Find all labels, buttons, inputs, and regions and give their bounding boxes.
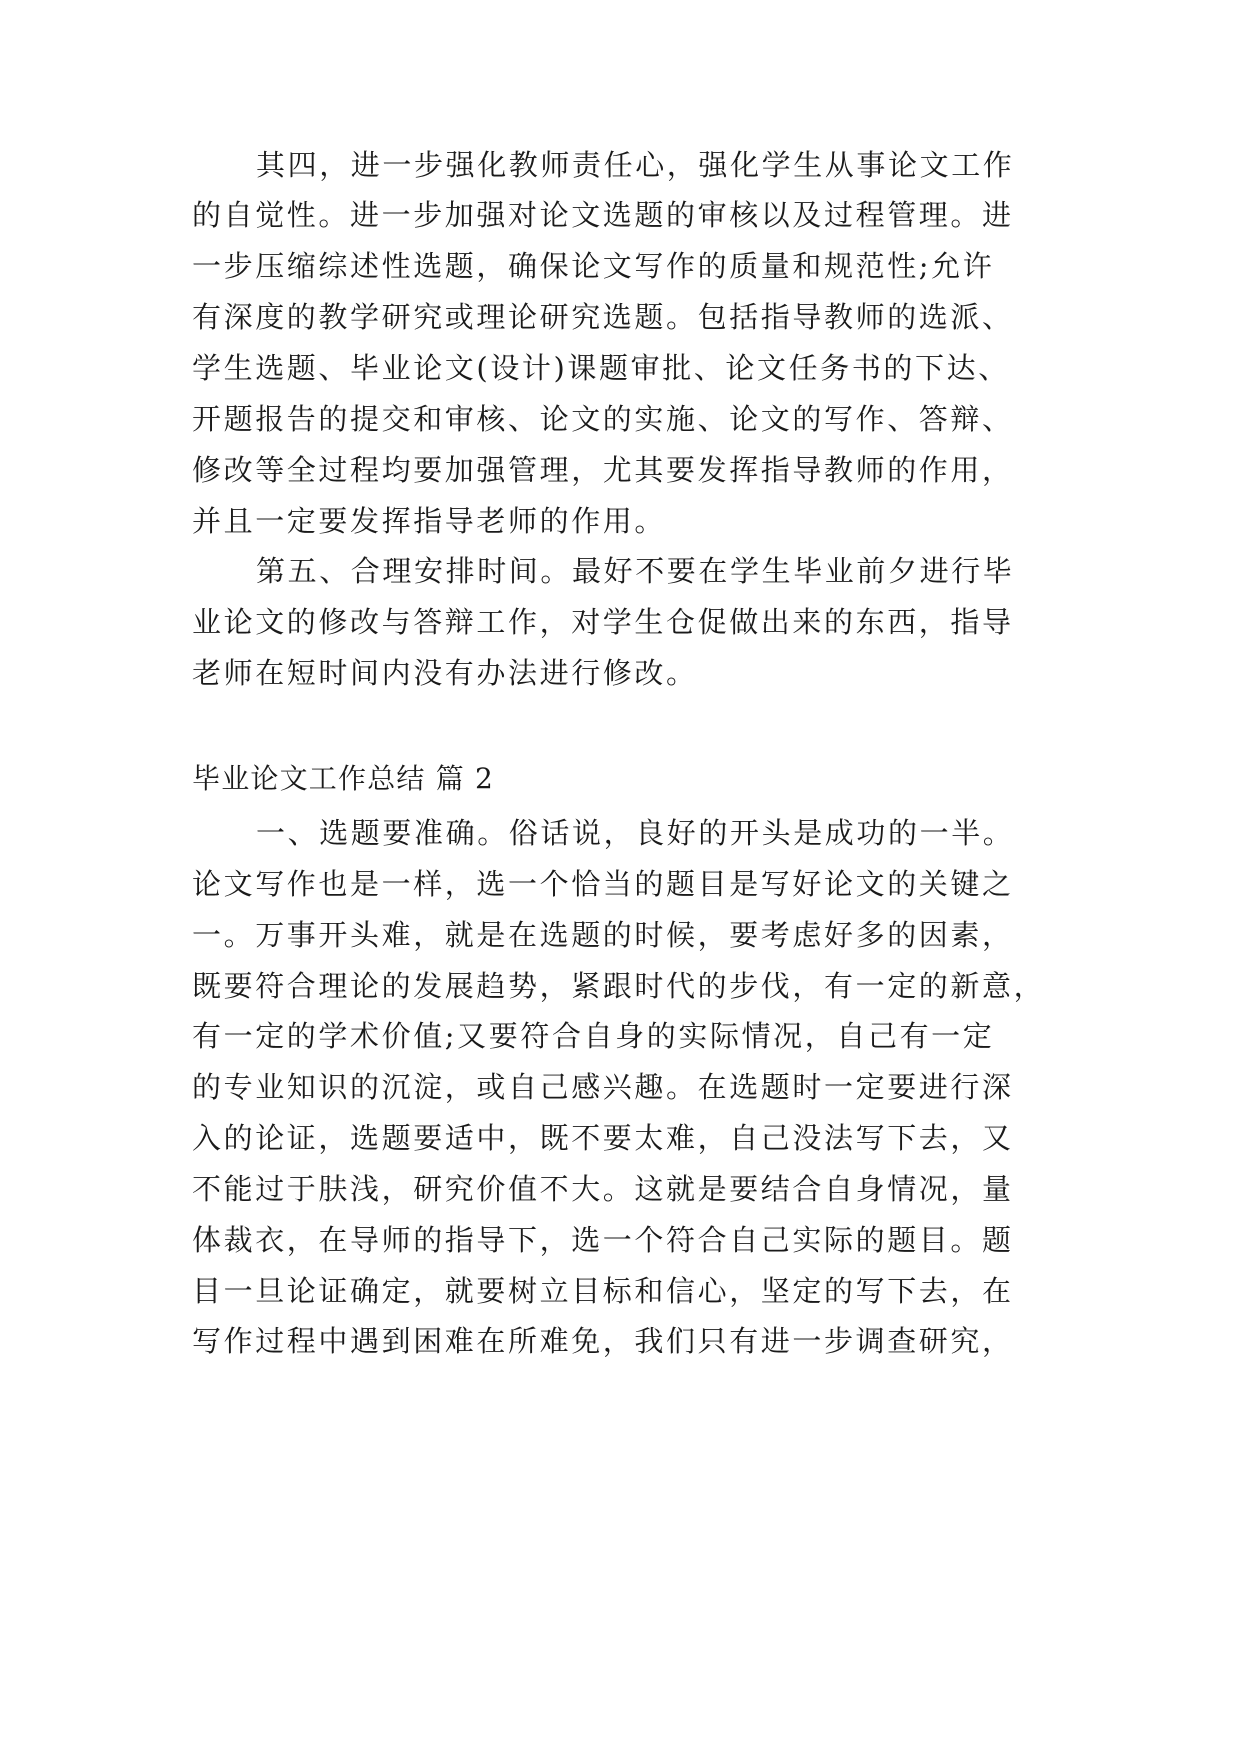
text-line: 一、选题要准确。俗话说，良好的开头是成功的一半。 [256,816,1015,850]
text-line: 的专业知识的沉淀，或自己感兴趣。在选题时一定要进行深 [192,1070,1014,1104]
text-line: 老师在短时间内没有办法进行修改。 [192,656,698,690]
text-line: 有深度的教学研究或理论研究选题。包括指导教师的选派、 [192,300,1014,334]
text-line: 业论文的修改与答辩工作，对学生仓促做出来的东西，指导 [192,605,1014,639]
text-line: 其四，进一步强化教师责任心，强化学生从事论文工作 [256,148,1015,182]
text-line: 有一定的学术价值;又要符合自身的实际情况，自己有一定 [192,1019,995,1053]
text-line: 的自觉性。进一步加强对论文选题的审核以及过程管理。进 [192,198,1014,232]
text-line: 既要符合理论的发展趋势，紧跟时代的步伐，有一定的新意， [192,969,1046,1003]
text-line: 入的论证，选题要适中，既不要太难，自己没法写下去，又 [192,1121,1014,1155]
text-line: 学生选题、毕业论文(设计)课题审批、论文任务书的下达、 [192,351,1010,385]
text-line: 并且一定要发挥指导老师的作用。 [192,504,667,538]
text-line: 第五、合理安排时间。最好不要在学生毕业前夕进行毕 [256,554,1015,588]
text-line: 目一旦论证确定，就要树立目标和信心，坚定的写下去，在 [192,1274,1014,1308]
text-line: 写作过程中遇到困难在所难免，我们只有进一步调查研究， [192,1324,1014,1358]
text-line: 体裁衣，在导师的指导下，选一个符合自己实际的题目。题 [192,1223,1014,1257]
text-line: 开题报告的提交和审核、论文的实施、论文的写作、答辩、 [192,402,1014,436]
text-line: 一。万事开头难，就是在选题的时候，要考虑好多的因素， [192,918,1014,952]
text-line: 论文写作也是一样，选一个恰当的题目是写好论文的关键之 [192,867,1014,901]
section-heading: 毕业论文工作总结 篇 2 [192,762,495,795]
text-line: 一步压缩综述性选题，确保论文写作的质量和规范性;允许 [192,249,995,283]
text-line: 不能过于肤浅，研究价值不大。这就是要结合自身情况，量 [192,1172,1014,1206]
text-line: 修改等全过程均要加强管理，尤其要发挥指导教师的作用， [192,453,1014,487]
